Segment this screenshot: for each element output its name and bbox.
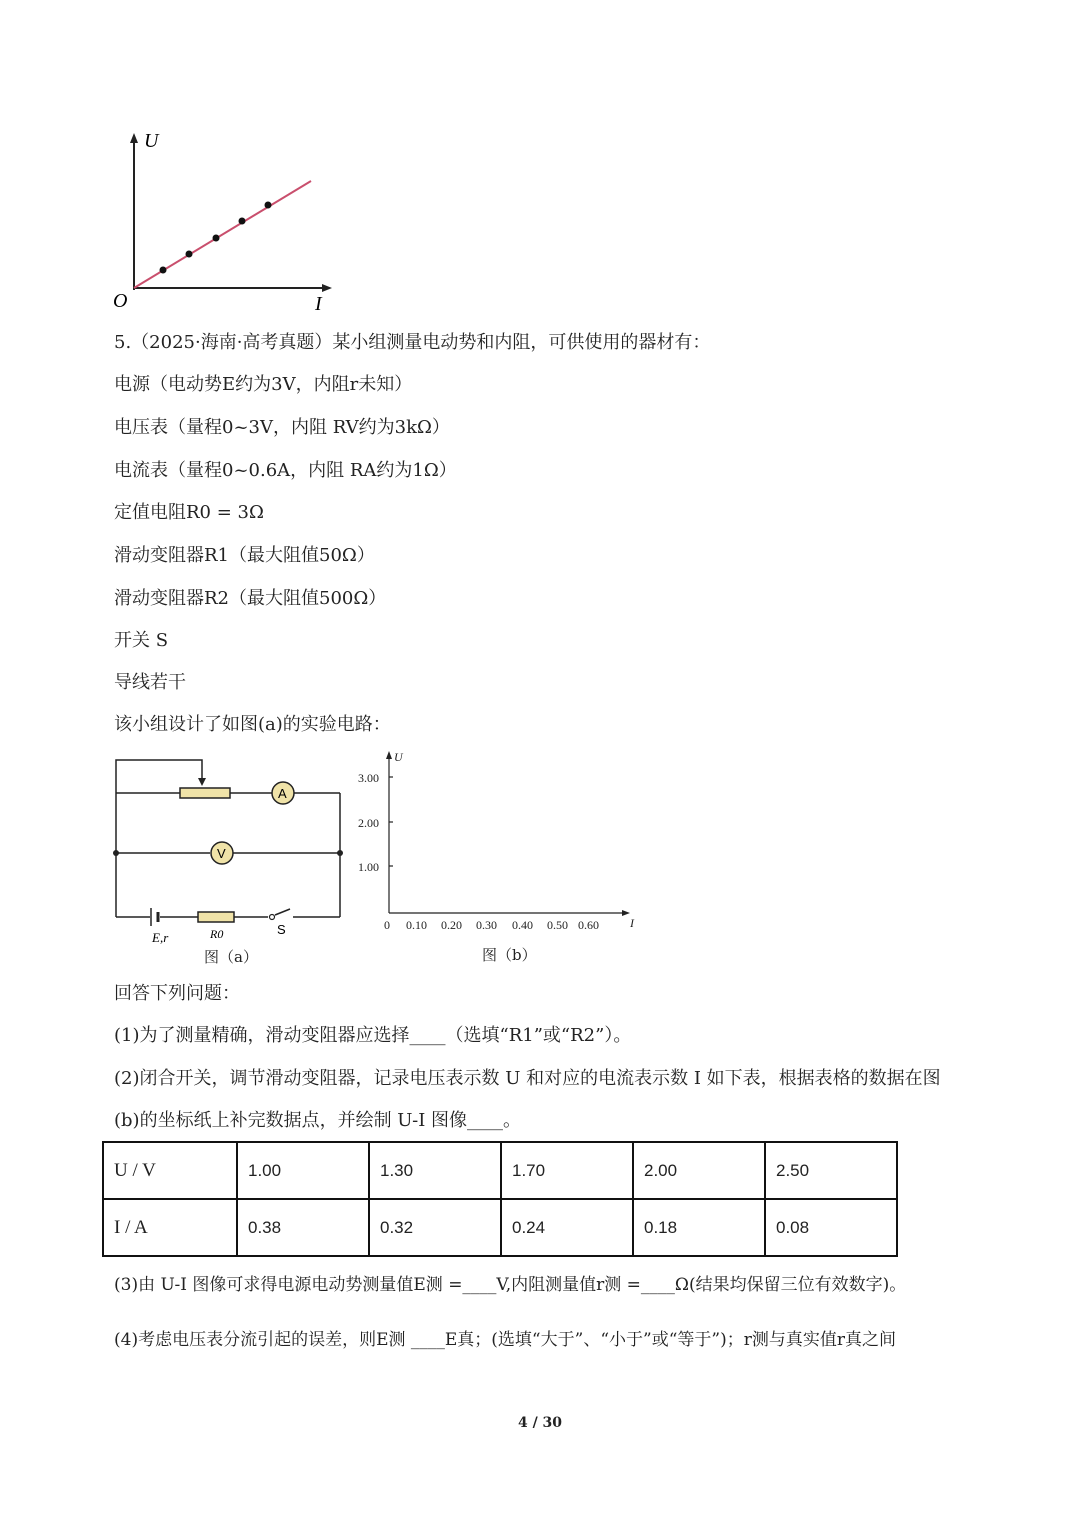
svg-text:V: V (217, 846, 226, 861)
svg-text:R0: R0 (210, 927, 224, 941)
table-row (103, 1142, 897, 1199)
item-wires: 导线若干 (114, 672, 186, 693)
data-point (239, 218, 246, 225)
svg-text:0.10: 0.10 (406, 918, 427, 932)
answer-intro: 回答下列问题： (114, 983, 240, 1004)
item-rheostat-2: 滑动变阻器R2（最大阻值500Ω） (114, 588, 387, 609)
table-cell: 0.08 (765, 1199, 897, 1256)
svg-text:2.00: 2.00 (358, 816, 379, 830)
switch-icon (270, 915, 275, 920)
svg-text:0.30: 0.30 (476, 918, 497, 932)
table-cell: 0.32 (369, 1199, 501, 1256)
svg-text:E,r: E,r (152, 930, 169, 945)
table-cell: 0.24 (501, 1199, 633, 1256)
svg-text:S: S (277, 922, 286, 937)
top-ui-graph (105, 125, 335, 315)
svg-text:3.00: 3.00 (358, 771, 379, 785)
svg-text:I: I (630, 916, 634, 930)
data-table (102, 1141, 898, 1257)
svg-text:0.50: 0.50 (547, 918, 568, 932)
empty-ui-axes (352, 745, 652, 935)
question-2b: (b)的坐标纸上补完数据点，并绘制 U-I 图像____。 (114, 1110, 522, 1131)
item-rheostat-1: 滑动变阻器R1（最大阻值50Ω） (114, 545, 375, 566)
table-cell: 1.30 (369, 1142, 501, 1199)
table-cell: 1.70 (501, 1142, 633, 1199)
circuit-diagram (110, 752, 360, 947)
page-number: 4 / 30 (517, 1415, 563, 1431)
svg-text:0: 0 (384, 918, 390, 932)
item-resistor: 定值电阻R0 = 3Ω (114, 502, 264, 523)
fig-a-caption: 图（a） (204, 948, 258, 966)
table-cell: 0.18 (633, 1199, 765, 1256)
svg-text:1.00: 1.00 (358, 860, 379, 874)
item-ammeter: 电流表（量程0~0.6A，内阻 RA约为1Ω） (114, 460, 457, 481)
item-switch: 开关 S (114, 630, 169, 651)
svg-text:0.20: 0.20 (441, 918, 462, 932)
data-point (160, 267, 167, 274)
item-source: 电源（电动势E约为3V，内阻r未知） (114, 374, 413, 395)
question-2a: (2)闭合开关，调节滑动变阻器，记录电压表示数 U 和对应的电流表示数 I 如下表，根据表格的数据在图 (114, 1068, 941, 1089)
question-1: (1)为了测量精确，滑动变阻器应选择____（选填“R1”或“R2”）。 (114, 1025, 632, 1046)
data-point (213, 235, 220, 242)
table-cell: 0.38 (237, 1199, 369, 1256)
svg-text:0.60: 0.60 (578, 918, 599, 932)
svg-text:A: A (278, 786, 287, 801)
x-axis-label: I (315, 293, 322, 315)
data-point (186, 251, 193, 258)
table-header-cell: U / V (103, 1142, 237, 1199)
design-text: 该小组设计了如图(a)的实验电路： (114, 714, 391, 735)
svg-text:0.40: 0.40 (512, 918, 533, 932)
question-3: (3)由 U-I 图像可求得电源电动势测量值E测 =____V,内阻测量值r测 =____Ω(结果均保留三位有效数字)。 (114, 1275, 907, 1295)
question-4: (4)考虑电压表分流引起的误差，则E测 ____E真；(选填“大于”、“小于”或“等于”)；r测与真实值r真之间 (114, 1330, 896, 1350)
fig-b-caption: 图（b） (482, 946, 537, 964)
data-point (265, 202, 272, 209)
table-cell: 1.00 (237, 1142, 369, 1199)
question-header: 5.（2025·海南·高考真题）某小组测量电动势和内阻，可供使用的器材有： (114, 332, 711, 353)
item-voltmeter: 电压表（量程0~3V，内阻 RV约为3kΩ） (114, 417, 450, 438)
table-cell: 2.50 (765, 1142, 897, 1199)
y-axis-label: U (144, 130, 159, 152)
svg-text:U: U (394, 750, 403, 764)
resistor-icon (198, 912, 234, 922)
table-header-cell: I / A (103, 1199, 237, 1256)
table-row (103, 1199, 897, 1256)
table-cell: 2.00 (633, 1142, 765, 1199)
rheostat-icon (180, 788, 230, 798)
origin-label: O (113, 290, 128, 312)
